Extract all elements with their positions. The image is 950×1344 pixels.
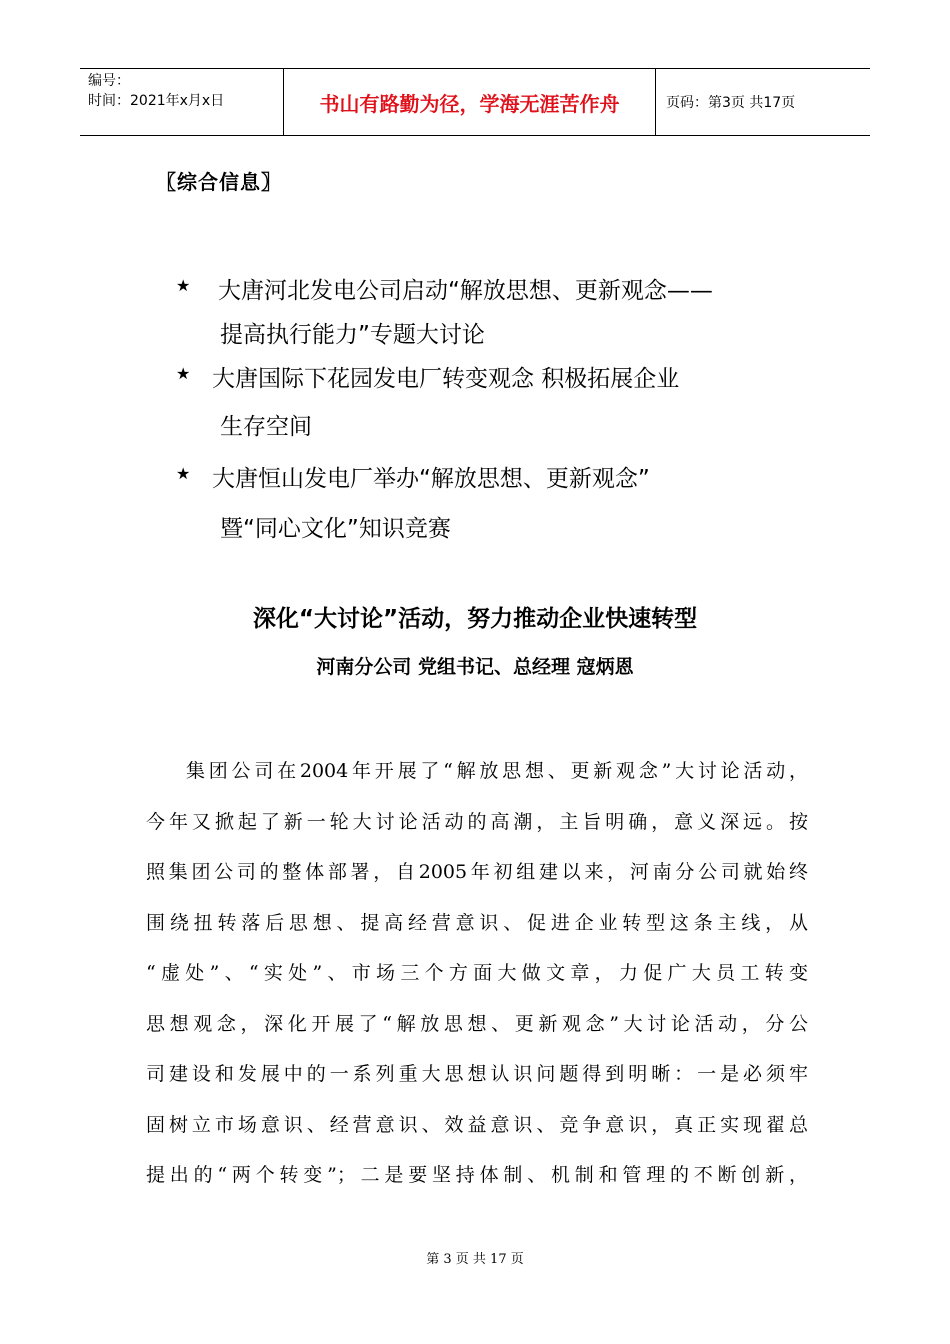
article-title: 深化“大讨论”活动，努力推动企业快速转型 (252, 606, 698, 632)
body-line: 围绕扭转落后思想、提高经营意识、促进企业转型这条主线，从 (146, 911, 808, 934)
header-page-info: 页码：第3页 共17页 (666, 95, 796, 111)
news-item-line: 大唐河北发电公司启动“解放思想、更新观念—— (218, 278, 713, 304)
news-item-line: 生存空间 (220, 414, 312, 440)
page-header (80, 68, 870, 136)
news-item-line: 大唐国际下花园发电厂转变观念 积极拓展企业 (212, 366, 680, 392)
star-icon: ★ (176, 464, 191, 483)
header-meta (80, 69, 283, 135)
news-item-line: 大唐恒山发电厂举办“解放思想、更新观念” (212, 466, 650, 492)
body-line: 司建设和发展中的一系列重大思想认识问题得到明晰：一是必须牢 (146, 1063, 808, 1085)
document-number-label: 编号： (88, 73, 130, 89)
body-line: 提出的“两个转变”；二是要坚持体制、机制和管理的不断创新， (146, 1164, 808, 1186)
page-footer: 第 3 页 共 17 页 (426, 1252, 524, 1267)
document-date-label: 时间：2021年x月x日 (88, 93, 225, 109)
body-line: “虚处”、“实处”、市场三个方面大做文章，力促广大员工转变 (146, 962, 808, 984)
star-icon: ★ (176, 276, 191, 295)
body-line: 思想观念，深化开展了“解放思想、更新观念”大讨论活动，分公 (146, 1012, 808, 1035)
body-line: 集团公司在2004年开展了“解放思想、更新观念”大讨论活动， (186, 760, 808, 782)
body-line: 固树立市场意识、经营意识、效益意识、竞争意识，真正实现翟总 (146, 1113, 808, 1136)
article-author: 河南分公司 党组书记、总经理 寇炳恩 (316, 656, 634, 678)
news-item-line: 暨“同心文化”知识竞赛 (220, 516, 451, 542)
article-body (146, 746, 808, 1201)
news-item-line: 提高执行能力”专题大讨论 (220, 322, 485, 348)
header-motto: 书山有路勤为径，学海无涯苦作舟 (283, 69, 656, 135)
star-icon: ★ (176, 364, 191, 383)
body-line: 今年又掀起了新一轮大讨论活动的高潮，主旨明确，意义深远。按 (146, 810, 808, 833)
section-title: 〖综合信息〗 (156, 170, 282, 194)
body-line: 照集团公司的整体部署，自2005年初组建以来，河南分公司就始终 (146, 861, 808, 883)
